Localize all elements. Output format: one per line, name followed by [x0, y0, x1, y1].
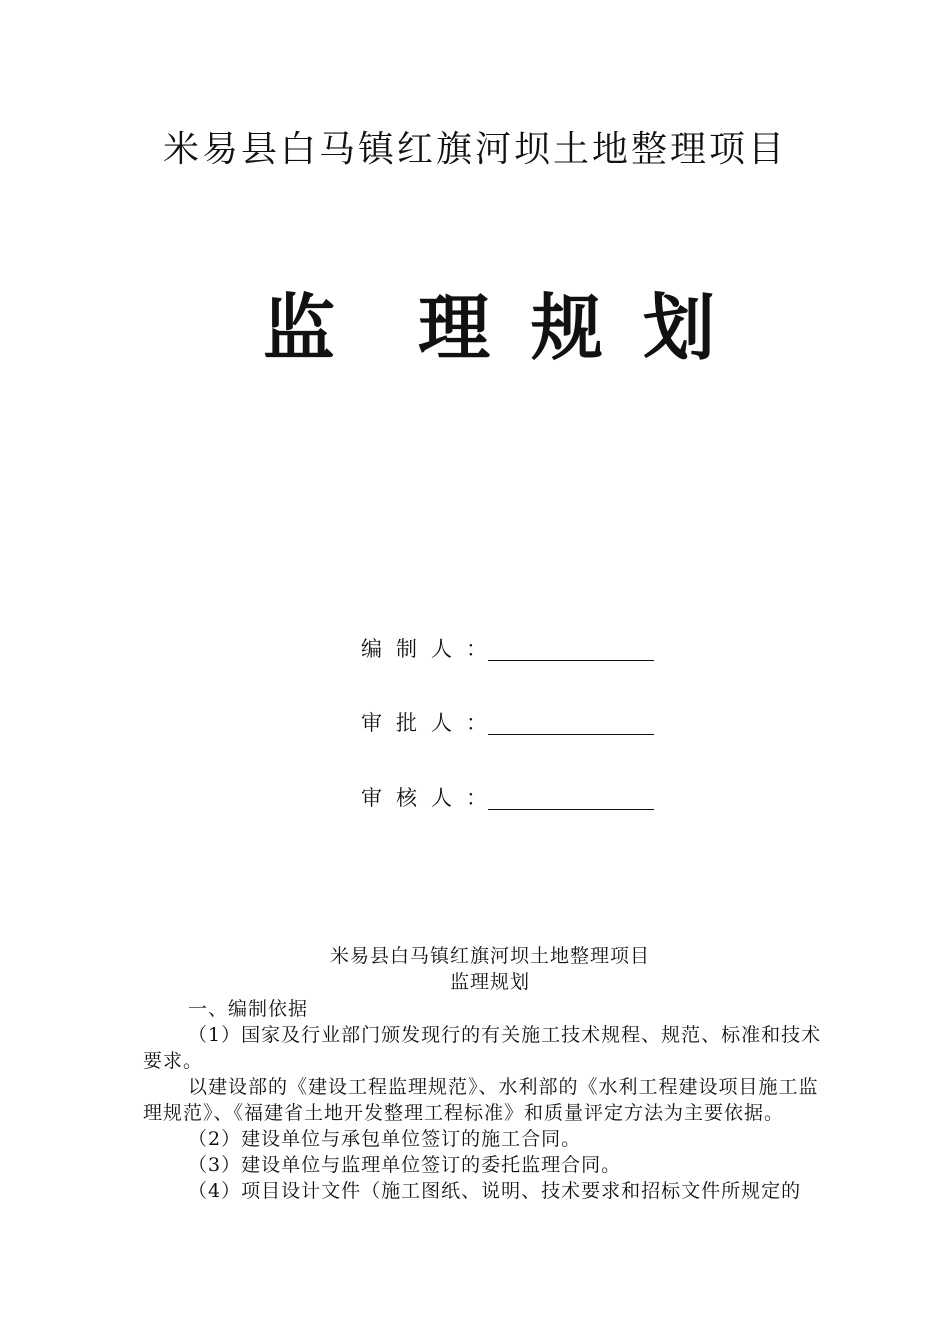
paragraph: （1）国家及行业部门颁发现行的有关施工技术规程、规范、标准和技术要求。 — [143, 1024, 822, 1072]
body-text — [143, 996, 838, 1204]
main-title-char: 理 — [418, 285, 491, 370]
reviewer-colon: ： — [466, 786, 487, 810]
content-title-line2: 监理规划 — [449, 971, 530, 993]
approver-label: 审批人 — [361, 711, 466, 735]
reviewer-signature-line — [488, 809, 654, 810]
main-title-char: 划 — [643, 285, 716, 370]
paragraph: （4）项目设计文件（施工图纸、说明、技术要求和招标文件所规定的 — [188, 1180, 802, 1202]
section-heading: 一、编制依据 — [188, 998, 309, 1020]
paragraph: 以建设部的《建设工程监理规范》、水利部的《水利工程建设项目施工监理规范》、《福建省土地开发整理工程标准》和质量评定方法为主要依据。 — [143, 1076, 819, 1124]
signature-row-approver — [361, 708, 661, 738]
approver-signature-line — [488, 734, 654, 735]
approver-colon: ： — [466, 711, 487, 735]
signature-row-reviewer — [361, 783, 661, 813]
compiler-colon: ： — [466, 637, 487, 661]
compiler-signature-line — [488, 660, 654, 661]
reviewer-label: 审核人 — [361, 786, 466, 810]
content-title-line1: 米易县白马镇红旗河坝土地整理项目 — [329, 945, 650, 967]
main-title — [263, 283, 733, 373]
project-title: 米易县白马镇红旗河坝土地整理项目 — [162, 129, 787, 170]
compiler-label: 编制人 — [361, 637, 466, 661]
paragraph: （2）建设单位与承包单位签订的施工合同。 — [188, 1128, 582, 1150]
paragraph: （3）建设单位与监理单位签订的委托监理合同。 — [188, 1154, 622, 1176]
main-title-char: 规 — [531, 285, 604, 370]
signature-row-compiler — [361, 634, 661, 664]
main-title-char: 监 — [263, 285, 336, 370]
